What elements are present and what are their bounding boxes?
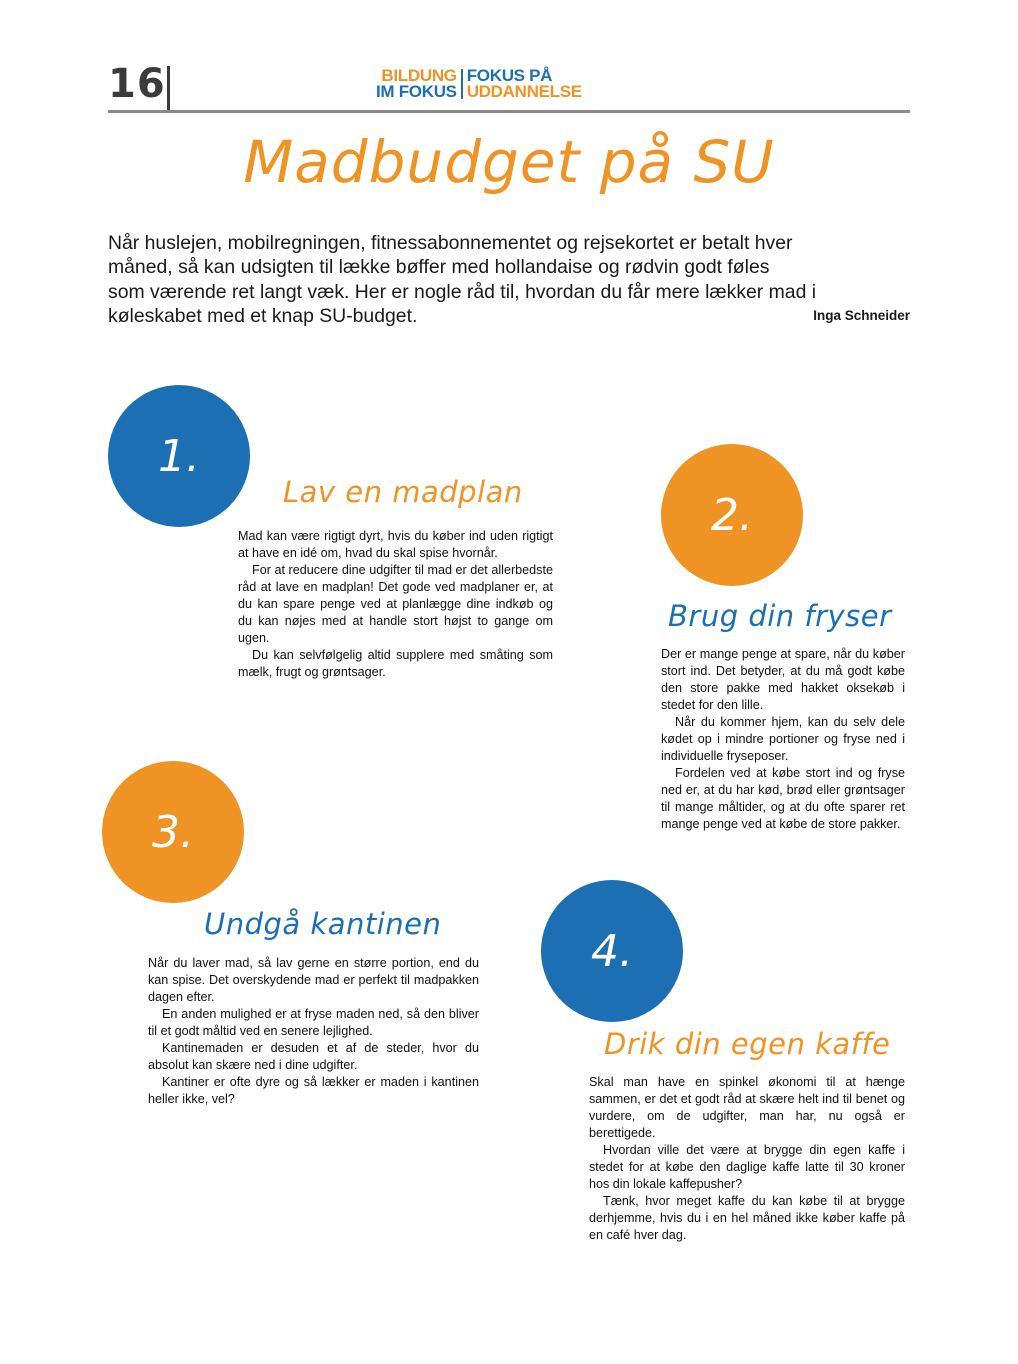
section-3-number: 3. — [152, 806, 194, 858]
logo-da-line2: UDDANNELSE — [466, 82, 582, 101]
logo-de-line2: IM FOKUS — [376, 82, 457, 101]
logo-da-line1: FOKUS PÅ — [466, 66, 553, 85]
section-4-paragraph: Skal man have en spinkel økonomi til at hænge sammen, er det et godt råd at skære helt ind til benet og vurdere, om de udgifter, man har, nu også er berettigede. — [589, 1075, 905, 1140]
section-1-number: 1. — [158, 430, 200, 482]
section-1-body — [238, 528, 553, 681]
section-3-paragraph: Kantiner er ofte dyre og så lækker er maden i kantinen heller ikke, vel? — [148, 1075, 479, 1106]
section-4-heading: Drik din egen kaffe — [604, 1027, 891, 1061]
logo-de-line1: BILDUNG — [381, 66, 457, 85]
section-4-paragraph: Hvordan ville det være at brygge din egen kaffe i stedet for at købe den daglige kaffe latte til 30 kroner hos din lokale kaffepusher? — [589, 1143, 905, 1191]
section-4-number: 4. — [591, 925, 633, 977]
section-1-heading: Lav en madplan — [283, 475, 523, 509]
section-1-paragraph: For at reducere dine udgifter til mad er det allerbedste råd at lave en madplan! Det gode ved madplaner er, at du kan spare penge ved at planlægge dine indkøb og du kan nøjes med at handle stort højst to gange om ugen. — [238, 563, 553, 645]
section-2-paragraph: Der er mange penge at spare, når du køber stort ind. Det betyder, at du må godt købe den store pakke med hakket oksekøb i stedet for den lille. — [661, 647, 905, 712]
publication-logo — [376, 68, 582, 100]
section-3-paragraph: Kantinemaden er desuden et af de steder, hvor du absolut kan skære ned i dine udgifter. — [148, 1041, 479, 1072]
section-3-paragraph: En anden mulighed er at fryse maden ned, så den bliver til et godt måltid ved en senere lejlighed. — [148, 1007, 479, 1038]
intro-line: som værende ret langt væk. Her er nogle råd til, hvordan du får mere lækker mad i — [108, 280, 817, 303]
section-1-number-circle — [108, 385, 250, 527]
intro-line: måned, så kan udsigten til lække bøffer med hollandaise og rødvin godt føles — [108, 256, 770, 279]
section-2-paragraph: Når du kommer hjem, kan du selv dele kødet op i mindre portioner og fryse ned i individuelle fryseposer. — [661, 715, 905, 763]
section-2-heading: Brug din fryser — [668, 599, 892, 633]
section-3-body — [148, 955, 479, 1108]
section-3-paragraph: Når du laver mad, så lav gerne en større portion, end du kan spise. Det overskydende mad er perfekt til madpakken dagen efter. — [148, 956, 479, 1004]
section-2-paragraph: Fordelen ved at købe stort ind og fryse ned er, at du har kød, brød eller grøntsager til mange måltider, og at du ofte sparer ret mange penge ved at købe de store pakker. — [661, 766, 905, 831]
article-author: Inga Schneider — [813, 308, 910, 323]
intro-line: køleskabet med et knap SU-budget. — [108, 305, 418, 328]
intro-line: Når huslejen, mobilregningen, fitnessabonnementet og rejsekortet er betalt hver — [108, 232, 793, 254]
section-1-paragraph: Mad kan være rigtigt dyrt, hvis du køber ind uden rigtigt at have en idé om, hvad du skal spise hvornår. — [238, 529, 553, 560]
article-title: Madbudget på SU — [243, 128, 775, 196]
section-2-body — [661, 646, 905, 833]
logo-german — [376, 68, 457, 100]
page-number: 16 — [108, 61, 166, 107]
section-2-number: 2. — [711, 489, 753, 541]
logo-separator — [461, 69, 463, 99]
section-4-body — [589, 1074, 905, 1244]
section-4-number-circle — [541, 880, 683, 1022]
page-number-divider — [167, 66, 170, 110]
section-2-number-circle — [661, 444, 803, 586]
header-rule — [108, 110, 910, 113]
section-1-paragraph: Du kan selvfølgelig altid supplere med småting som mælk, frugt og grøntsager. — [238, 648, 553, 679]
section-4-paragraph: Tænk, hvor meget kaffe du kan købe til at brygge derhjemme, hvis du i en hel måned ikke køber kaffe på en café hver dag. — [589, 1194, 905, 1242]
logo-danish — [467, 68, 582, 100]
section-3-heading: Undgå kantinen — [204, 907, 442, 941]
section-3-number-circle — [102, 761, 244, 903]
